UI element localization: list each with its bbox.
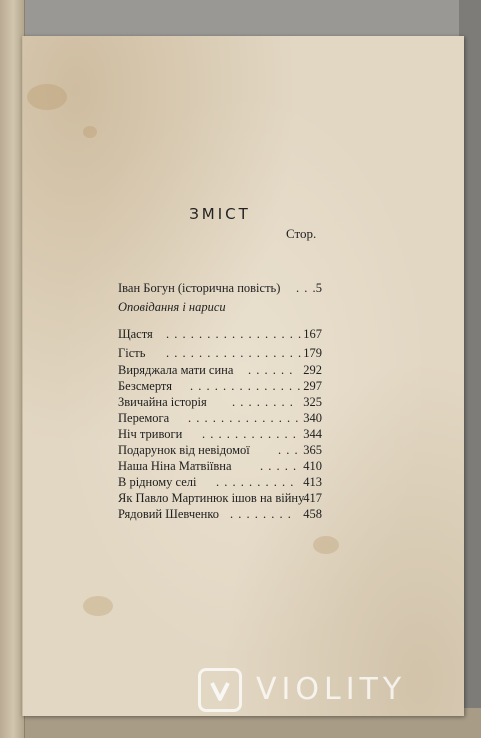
violity-logo-icon — [198, 668, 242, 712]
toc-entry-title: Як Павло Мартинюк ішов на війну — [118, 491, 305, 505]
toc-entry-page: 179 — [303, 346, 322, 360]
leader-dots: . . . . . . . . — [230, 507, 292, 521]
violity-logo-mark — [201, 671, 239, 709]
toc-entry-title: Виряджала мати сина — [118, 363, 234, 377]
leader-dots: . . . . . . . . . . — [216, 475, 295, 489]
page-stain — [83, 126, 97, 138]
leader-dots: . . . . . . . . . . . . . . . . . — [166, 327, 303, 341]
toc-entry — [118, 395, 322, 411]
toc-entry — [118, 491, 322, 507]
toc-entry-page: 458 — [303, 507, 322, 521]
toc-entry-title: Іван Богун (історична повість) — [118, 281, 281, 295]
toc-entry — [118, 363, 322, 379]
leader-dots: . . . . . . . . . . . . . . . . . — [166, 346, 303, 360]
toc-entry-title: В рідному селі — [118, 475, 197, 489]
toc-entry-page: 365 — [303, 443, 322, 457]
toc-entry-title: Ніч тривоги — [118, 427, 183, 441]
toc-entry-page: 410 — [303, 459, 322, 473]
toc-entry-title: Звичайна історія — [118, 395, 207, 409]
toc-entry-page: 5 — [315, 281, 322, 295]
leader-dots: . . . . . . — [248, 363, 294, 377]
toc-entry-page: 167 — [303, 327, 322, 341]
toc-entry — [118, 507, 322, 523]
page-stain — [313, 536, 339, 554]
toc-entry-title: Безсмертя — [118, 379, 172, 393]
leader-dots: . . . . . . . . . . . . . . — [190, 379, 302, 393]
leader-dots: . . . . . . . . . . . . . . — [188, 411, 300, 425]
toc-entry-page: 297 — [303, 379, 322, 393]
toc-entry-page: 417 — [303, 491, 322, 505]
toc-entry-page: 325 — [303, 395, 322, 409]
leader-dots: . . . . . — [260, 459, 298, 473]
toc-entry — [118, 346, 322, 362]
leader-dots: . . . — [296, 281, 317, 295]
violity-watermark — [198, 666, 468, 714]
page-stain — [83, 596, 113, 616]
toc-entry — [118, 443, 322, 459]
toc-entry — [118, 411, 322, 427]
page-stain — [27, 84, 67, 110]
toc-entry-title: Перемога — [118, 411, 170, 425]
toc-entry-page: 413 — [303, 475, 322, 489]
background-top — [0, 0, 481, 40]
toc-entry — [118, 475, 322, 491]
leader-dots: . . . . . . . . . . . . — [202, 427, 297, 441]
toc-title: ЗМІСТ — [189, 205, 251, 223]
toc-main-entry — [118, 281, 322, 297]
toc-entry-title: Гість — [118, 346, 146, 360]
toc-entry-title: Рядовий Шевченко — [118, 507, 220, 521]
page-column-label: Стор. — [286, 226, 317, 241]
toc-entry-title: Подарунок від невідомої — [118, 443, 250, 457]
toc-entry-page: 292 — [303, 363, 322, 377]
leader-dots: . . . . . . . . — [232, 395, 294, 409]
leader-dots: . . . — [278, 443, 299, 457]
toc-entry-page: 340 — [303, 411, 322, 425]
toc-entry-title: Щастя — [118, 327, 153, 341]
toc-entry-page: 344 — [303, 427, 322, 441]
watermark-text: VIOLITY — [256, 672, 407, 707]
toc-entry — [118, 327, 322, 343]
section-title: Оповідання і нариси — [118, 300, 226, 314]
toc-entry — [118, 379, 322, 395]
toc-entry — [118, 459, 322, 475]
toc-entry-title: Наша Ніна Матвіївна — [118, 459, 232, 473]
toc-entry — [118, 427, 322, 443]
